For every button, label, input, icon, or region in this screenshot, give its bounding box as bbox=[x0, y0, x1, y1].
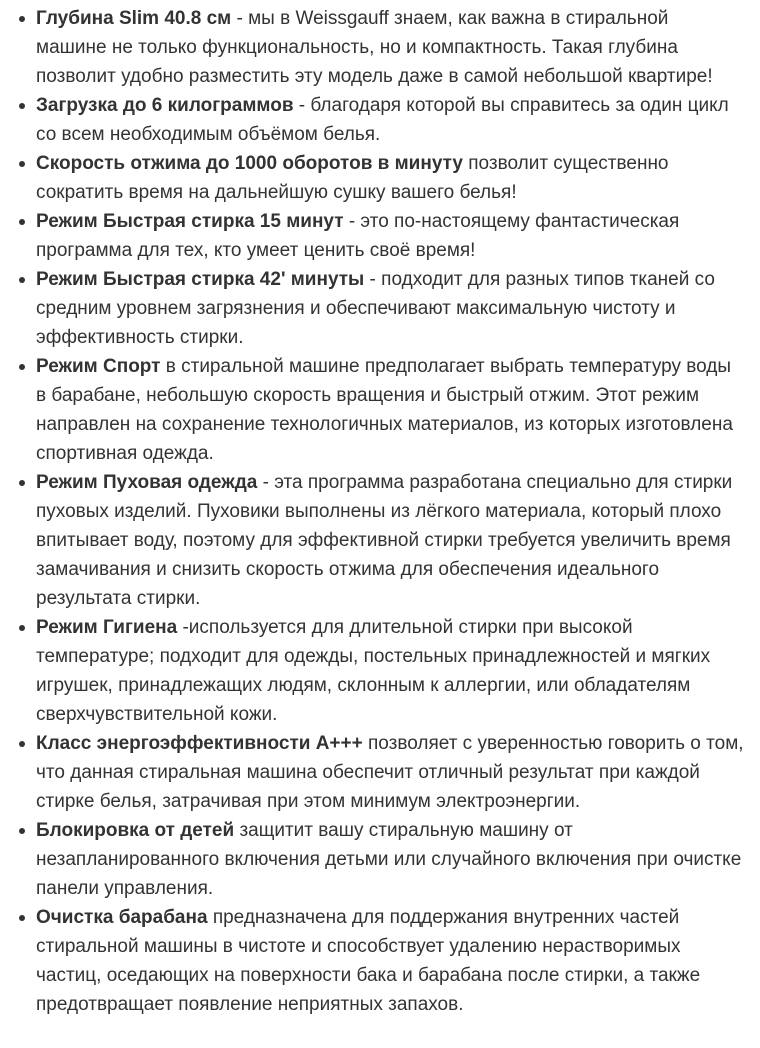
bullet-icon bbox=[19, 16, 25, 22]
bullet-icon bbox=[19, 480, 25, 486]
feature-label: Блокировка от детей bbox=[36, 820, 235, 841]
feature-label: Режим Быстрая стирка 15 минут bbox=[36, 211, 344, 232]
feature-text: в стиральной машине предполагает выбрать температуру воды в барабане, небольшую скорость вращения и быстрый отжим. Этот режим направлен на сохранение технологичных материалов, из которых изготовлена спортивная одежда. bbox=[36, 356, 733, 464]
bullet-icon bbox=[19, 219, 25, 225]
feature-text: позволит существенно сократить время на дальнейшую сушку вашего белья! bbox=[36, 153, 669, 203]
feature-item bbox=[36, 207, 744, 265]
feature-text: защитит вашу стиральную машину от незапланированного включения детьми или случайного включения при очистке панели управления. bbox=[36, 820, 742, 899]
bullet-icon bbox=[19, 741, 25, 747]
feature-text: - мы в Weissgauff знаем, как важна в стиральной машине не только функциональность, но и компактность. Такая глубина позволит удобно разместить эту модель даже в самой небольшой квартире! bbox=[36, 8, 713, 87]
feature-label: Режим Гигиена bbox=[36, 617, 178, 638]
bullet-icon bbox=[19, 828, 25, 834]
feature-item bbox=[36, 91, 744, 149]
feature-text: - это по-настоящему фантастическая программа для тех, кто умеет ценить своё время! bbox=[36, 211, 680, 261]
feature-text: предназначена для поддержания внутренних частей стиральной машины в чистоте и способствует удалению нерастворимых частиц, оседающих на поверхности бака и барабана после стирки, а также предотвращает появление неприятных запахов. bbox=[36, 907, 701, 1015]
bullet-icon bbox=[19, 277, 25, 283]
bullet-icon bbox=[19, 364, 25, 370]
bullet-icon bbox=[19, 161, 25, 167]
feature-label: Режим Быстрая стирка 42' минуты bbox=[36, 269, 365, 290]
feature-item bbox=[36, 149, 744, 207]
bullet-icon bbox=[19, 103, 25, 109]
feature-item bbox=[36, 729, 744, 816]
feature-text: -используется для длительной стирки при высокой температуре; подходит для одежды, постельных принадлежностей и мягких игрушек, принадлежащих людям, склонным к аллергии, или обладателям сверхчувствительной кожи. bbox=[36, 617, 711, 725]
feature-text: - эта программа разработана специально для стирки пуховых изделий. Пуховики выполнены из лёгкого материала, который плохо впитывает воду, поэтому для эффективной стирки требуется увеличить время замачивания и снизить скорость отжима для обеспечения идеального результата стирки. bbox=[36, 472, 733, 609]
feature-item bbox=[36, 613, 744, 729]
bullet-icon bbox=[19, 915, 25, 921]
feature-item bbox=[36, 4, 744, 91]
feature-text: позволяет с уверенностью говорить о том, что данная стиральная машина обеспечит отличный результат при каждой стирке белья, затрачивая при этом минимум электроэнергии. bbox=[36, 733, 744, 812]
feature-label: Загрузка до 6 килограммов bbox=[36, 95, 294, 116]
feature-item bbox=[36, 903, 744, 1019]
feature-item bbox=[36, 468, 744, 613]
feature-label: Глубина Slim 40.8 см bbox=[36, 8, 232, 29]
feature-label: Режим Спорт bbox=[36, 356, 161, 377]
feature-label: Очистка барабана bbox=[36, 907, 208, 928]
feature-item bbox=[36, 816, 744, 903]
feature-item bbox=[36, 265, 744, 352]
feature-label: Скорость отжима до 1000 оборотов в минуту bbox=[36, 153, 463, 174]
bullet-icon bbox=[19, 625, 25, 631]
feature-text: - благодаря которой вы справитесь за один цикл со всем необходимым объёмом белья. bbox=[36, 95, 729, 145]
feature-label: Класс энергоэффективности A+++ bbox=[36, 733, 363, 754]
feature-label: Режим Пуховая одежда bbox=[36, 472, 258, 493]
feature-text: - подходит для разных типов тканей со средним уровнем загрязнения и обеспечивают максимальную чистоту и эффективность стирки. bbox=[36, 269, 715, 348]
feature-item bbox=[36, 352, 744, 468]
